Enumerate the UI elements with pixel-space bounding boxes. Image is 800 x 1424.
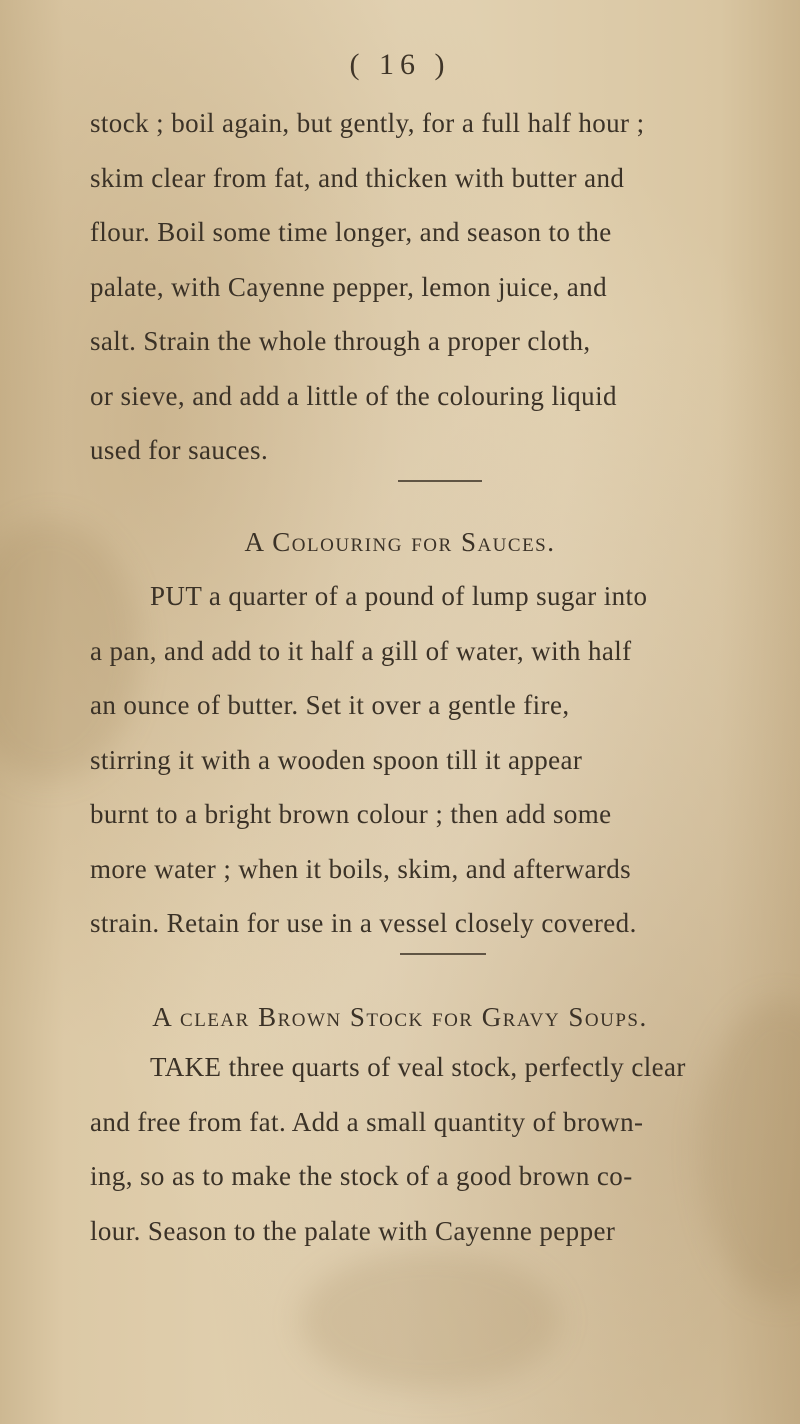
text-line: used for sauces. bbox=[90, 435, 269, 465]
paragraph-colouring bbox=[90, 569, 780, 951]
text-line: strain. Retain for use in a vessel closely covered. bbox=[90, 908, 637, 938]
page-number: ( 16 ) bbox=[349, 48, 451, 81]
text-line: stirring it with a wooden spoon till it appear bbox=[90, 744, 583, 775]
section-heading-brown-stock: A clear Brown Stock for Gravy Soups. bbox=[152, 1002, 648, 1032]
paper-stain bbox=[300, 1250, 560, 1390]
text-line: palate, with Cayenne pepper, lemon juice, and bbox=[90, 271, 607, 302]
section-divider bbox=[400, 953, 486, 955]
paragraph-continuation bbox=[90, 96, 780, 478]
section-divider bbox=[398, 480, 482, 482]
text-line: more water ; when it boils, skim, and afterwards bbox=[90, 853, 632, 884]
text-line: salt. Strain the whole through a proper cloth, bbox=[90, 326, 591, 356]
text-line: and free from fat. Add a small quantity of brown- bbox=[90, 1106, 644, 1137]
text-line: PUT a quarter of a pound of lump sugar into bbox=[150, 581, 648, 611]
text-line: burnt to a bright brown colour ; then add some bbox=[90, 799, 612, 829]
text-line: skim clear from fat, and thicken with butter and bbox=[90, 162, 625, 193]
text-line: an ounce of butter. Set it over a gentle fire, bbox=[90, 690, 570, 720]
text-line: lour. Season to the palate with Cayenne pepper bbox=[90, 1215, 616, 1246]
paragraph-brown-stock bbox=[90, 1040, 780, 1258]
text-line: flour. Boil some time longer, and season to the bbox=[90, 217, 612, 247]
text-line: or sieve, and add a little of the colouring liquid bbox=[90, 380, 617, 411]
text-line: stock ; boil again, but gently, for a full half hour ; bbox=[90, 108, 645, 138]
text-line: ing, so as to make the stock of a good brown co- bbox=[90, 1161, 633, 1191]
text-line: TAKE three quarts of veal stock, perfectly clear bbox=[150, 1052, 686, 1082]
section-heading-colouring: A Colouring for Sauces. bbox=[244, 527, 556, 557]
text-line: a pan, and add to it half a gill of water, with half bbox=[90, 635, 632, 666]
